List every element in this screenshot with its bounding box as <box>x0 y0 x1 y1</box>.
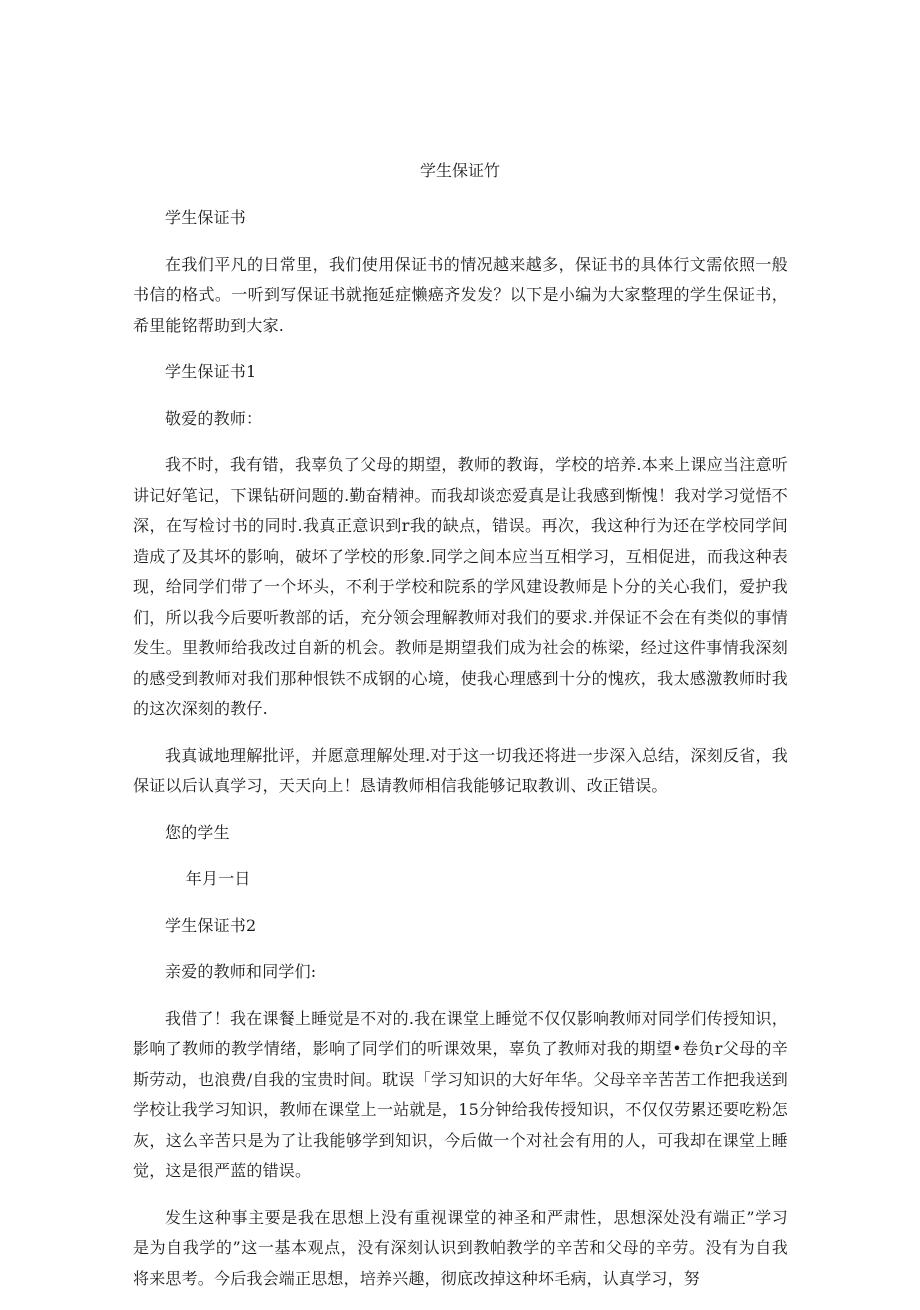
section-heading-1: 学生保证书1 <box>165 362 257 381</box>
document-title: 学生保证竹 <box>419 161 500 180</box>
salutation-2: 亲爱的教师和同学们: <box>165 962 317 981</box>
section-heading: 学生保证书 <box>165 208 247 227</box>
body-paragraph: 我借了！我在课餐上睡觉是不对的.我在课堂上睡觉不仅仅影响教师对同学们传授知识，影响了教师的教学情绪，影响了同学们的听课效果，辜负了教师对我的期望•卷负r父母的辛斯劳动，也浪费/自我的宝贵时间。耽误「学习知识的大好年华。父母辛辛苦苦工作把我送到学校让我学习知识，教师在课堂上一站就是，15分钟给我传授知识，不仅仅劳累还要吃粉怎灰，这么辛苦只是为了让我能够学到知识，今后做一个对社会有用的人，可我却在课堂上睡觉，这是很严蓝的错误。 <box>133 1008 788 1180</box>
document-body <box>133 203 788 1310</box>
date-line: 年月一日 <box>185 869 251 888</box>
body-paragraph: 我真诚地理解批评，并愿意理解处理.对于这一切我还将进一步深入总结，深刻反省，我保证以后认真学习，天天向上！恳请教师相信我能够记取教训、改正错误。 <box>133 745 788 795</box>
section-heading-2: 学生保证书2 <box>165 915 257 935</box>
body-paragraph: 我不时，我有错，我辜负了父母的期望，教师的教诲，学校的培养.本来上课应当注意听讲记好笔记，下课钻研问题的.勤奋精神。而我却谈恋爱真是让我感到惭愧！我对学习觉悟不深，在写检讨书的同时.我真正意识到r我的缺点，错误。再次，我这种行为还在学校同学间造成了及其坏的影响，破坏了学校的形象.同学之间本应当互相学习，互相促进，而我这种表现，给同学们带了一个坏头，不利于学校和院系的学风建设教师是卜分的关心我们，爱护我们，所以我今后要听教部的话，充分领会理解教师对我们的要求.并保证不会在有类似的事情发生。里教师给我改过自新的机会。教师是期望我们成为社会的栋梁，经过这件事情我深刻的感受到教师对我们那种恨铁不成钢的心境，使我心理感到十分的愧疚，我太感激教师时我的这次深刻的教仔. <box>133 455 788 718</box>
intro-paragraph: 在我们平凡的日常里，我们使用保证书的情况越来越多，保证书的具体行文需依照一般书信的格式。一听到写保证书就拖延症懒癌齐发发？以下是小编为大家整理的学生保证书，希里能铭帮助到大家. <box>133 254 788 335</box>
signature: 您的学生 <box>165 822 230 842</box>
body-paragraph: 发生这种事主要是我在思想上没有重视课堂的神圣和严肃性，思想深处没有端正”学习是为自我学的”这一基本观点，没有深刻认识到教帕教学的辛苦和父母的辛劳。没有为自我将来思考。今后我会端正思想，培养兴趣，彻底改掉这种坏毛病，认真学习，努 <box>133 1207 788 1288</box>
salutation-1: 敬爱的教师： <box>165 408 263 428</box>
